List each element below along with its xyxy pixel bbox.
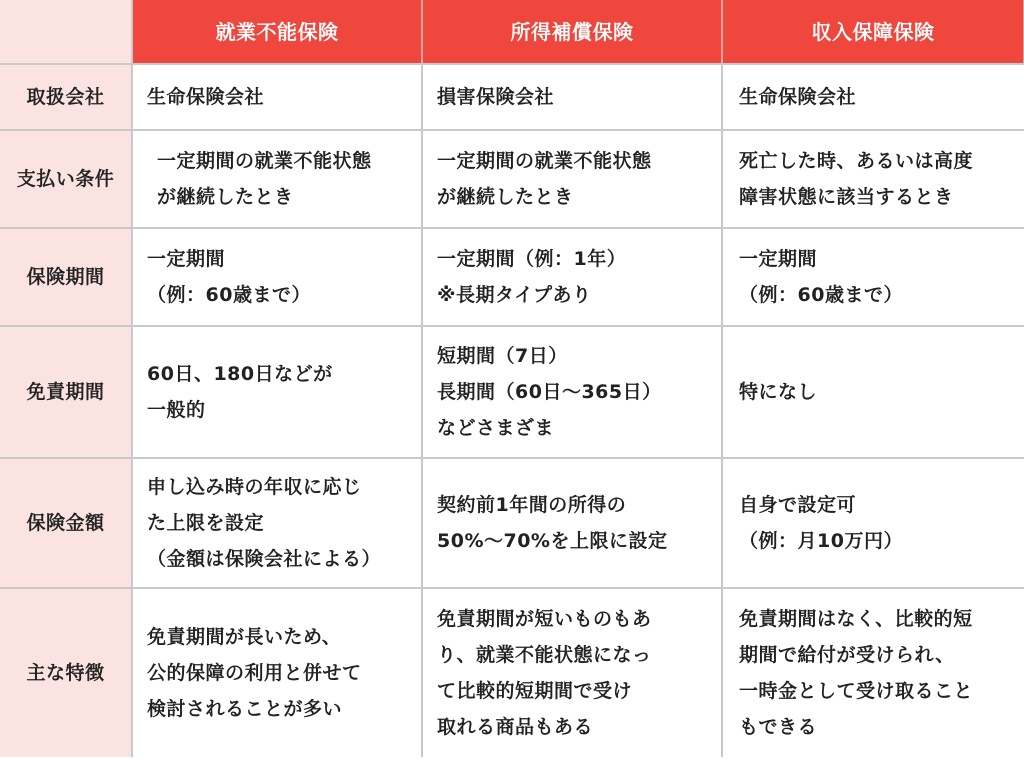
cell-text: 取れる商品もある — [437, 716, 594, 738]
cell-text: 短期間（7日） — [437, 345, 568, 367]
column-header-shotoku-hosho: 所得補償保険 — [422, 0, 722, 64]
row-label: 主な特徴 — [0, 588, 132, 757]
table-cell — [722, 228, 1024, 326]
table-row — [0, 326, 1024, 458]
row-label: 支払い条件 — [0, 130, 132, 228]
cell-text: が継続したとき — [157, 186, 294, 208]
cell-text: 生命保険会社 — [147, 86, 265, 108]
table-cell — [722, 130, 1024, 228]
table-row — [0, 588, 1024, 757]
cell-text: 自身で設定可 — [739, 494, 857, 516]
cell-text: 損害保険会社 — [437, 86, 555, 108]
table-cell — [422, 326, 722, 458]
cell-text: （例：60歳まで） — [739, 284, 903, 306]
cell-text: 免責期間はなく、比較的短 — [739, 608, 973, 630]
table-cell — [132, 326, 422, 458]
table-cell — [132, 228, 422, 326]
cell-text: 契約前1年間の所得の — [437, 494, 627, 516]
table-cell — [422, 588, 722, 757]
row-label: 取扱会社 — [0, 64, 132, 130]
table-cell — [722, 326, 1024, 458]
cell-text: て比較的短期間で受け — [437, 680, 633, 702]
cell-text: （金額は保険会社による） — [147, 548, 382, 570]
cell-text: が継続したとき — [437, 186, 574, 208]
table-row — [0, 64, 1024, 130]
cell-text: 公的保障の利用と併せて — [147, 662, 362, 684]
cell-text: （例：60歳まで） — [147, 284, 311, 306]
table-cell — [422, 228, 722, 326]
header-row — [0, 0, 1024, 64]
table-cell — [132, 588, 422, 757]
cell-text: 免責期間が短いものもあ — [437, 608, 652, 630]
cell-text: 障害状態に該当するとき — [739, 186, 954, 208]
cell-text: ※長期タイプあり — [437, 284, 592, 306]
cell-text: 60日、180日などが — [147, 363, 333, 385]
table-cell — [422, 64, 722, 130]
cell-text: 免責期間が長いため、 — [147, 626, 342, 648]
table-cell — [132, 130, 422, 228]
cell-text: 特になし — [739, 381, 818, 403]
corner-cell — [0, 0, 132, 64]
cell-text: 生命保険会社 — [739, 86, 857, 108]
table-cell — [722, 64, 1024, 130]
cell-text: 申し込み時の年収に応じ — [147, 476, 362, 498]
row-label: 保険金額 — [0, 458, 132, 588]
cell-text: 検討されることが多い — [147, 698, 343, 720]
cell-text: などさまざま — [437, 417, 555, 439]
cell-text: り、就業不能状態になっ — [437, 644, 652, 666]
table-row — [0, 130, 1024, 228]
cell-text: 一時金として受け取ること — [739, 680, 974, 702]
cell-text: 一定期間 — [147, 248, 226, 270]
cell-text: 一定期間（例：1年） — [437, 248, 627, 270]
table-cell — [132, 458, 422, 588]
cell-text: もできる — [739, 716, 818, 738]
cell-text: 一定期間の就業不能状態 — [437, 150, 652, 172]
table-cell — [422, 458, 722, 588]
table-row — [0, 458, 1024, 588]
cell-text: 長期間（60日〜365日） — [437, 381, 662, 403]
cell-text: （例：月10万円） — [739, 530, 903, 552]
cell-text: 期間で給付が受けられ、 — [739, 644, 955, 666]
cell-text: た上限を設定 — [147, 512, 265, 534]
table-cell — [132, 64, 422, 130]
table-cell — [722, 458, 1024, 588]
table-cell — [722, 588, 1024, 757]
table-row — [0, 228, 1024, 326]
cell-text: 一定期間 — [739, 248, 818, 270]
table-cell — [422, 130, 722, 228]
column-header-shunyu-hosho: 収入保障保険 — [722, 0, 1024, 64]
column-header-shugyo-funo: 就業不能保険 — [132, 0, 422, 64]
cell-text: 一定期間の就業不能状態 — [157, 150, 372, 172]
row-label: 保険期間 — [0, 228, 132, 326]
row-label: 免責期間 — [0, 326, 132, 458]
cell-text: 一般的 — [147, 399, 206, 421]
cell-text: 死亡した時、あるいは高度 — [739, 150, 974, 172]
cell-text: 50%〜70%を上限に設定 — [437, 530, 668, 552]
